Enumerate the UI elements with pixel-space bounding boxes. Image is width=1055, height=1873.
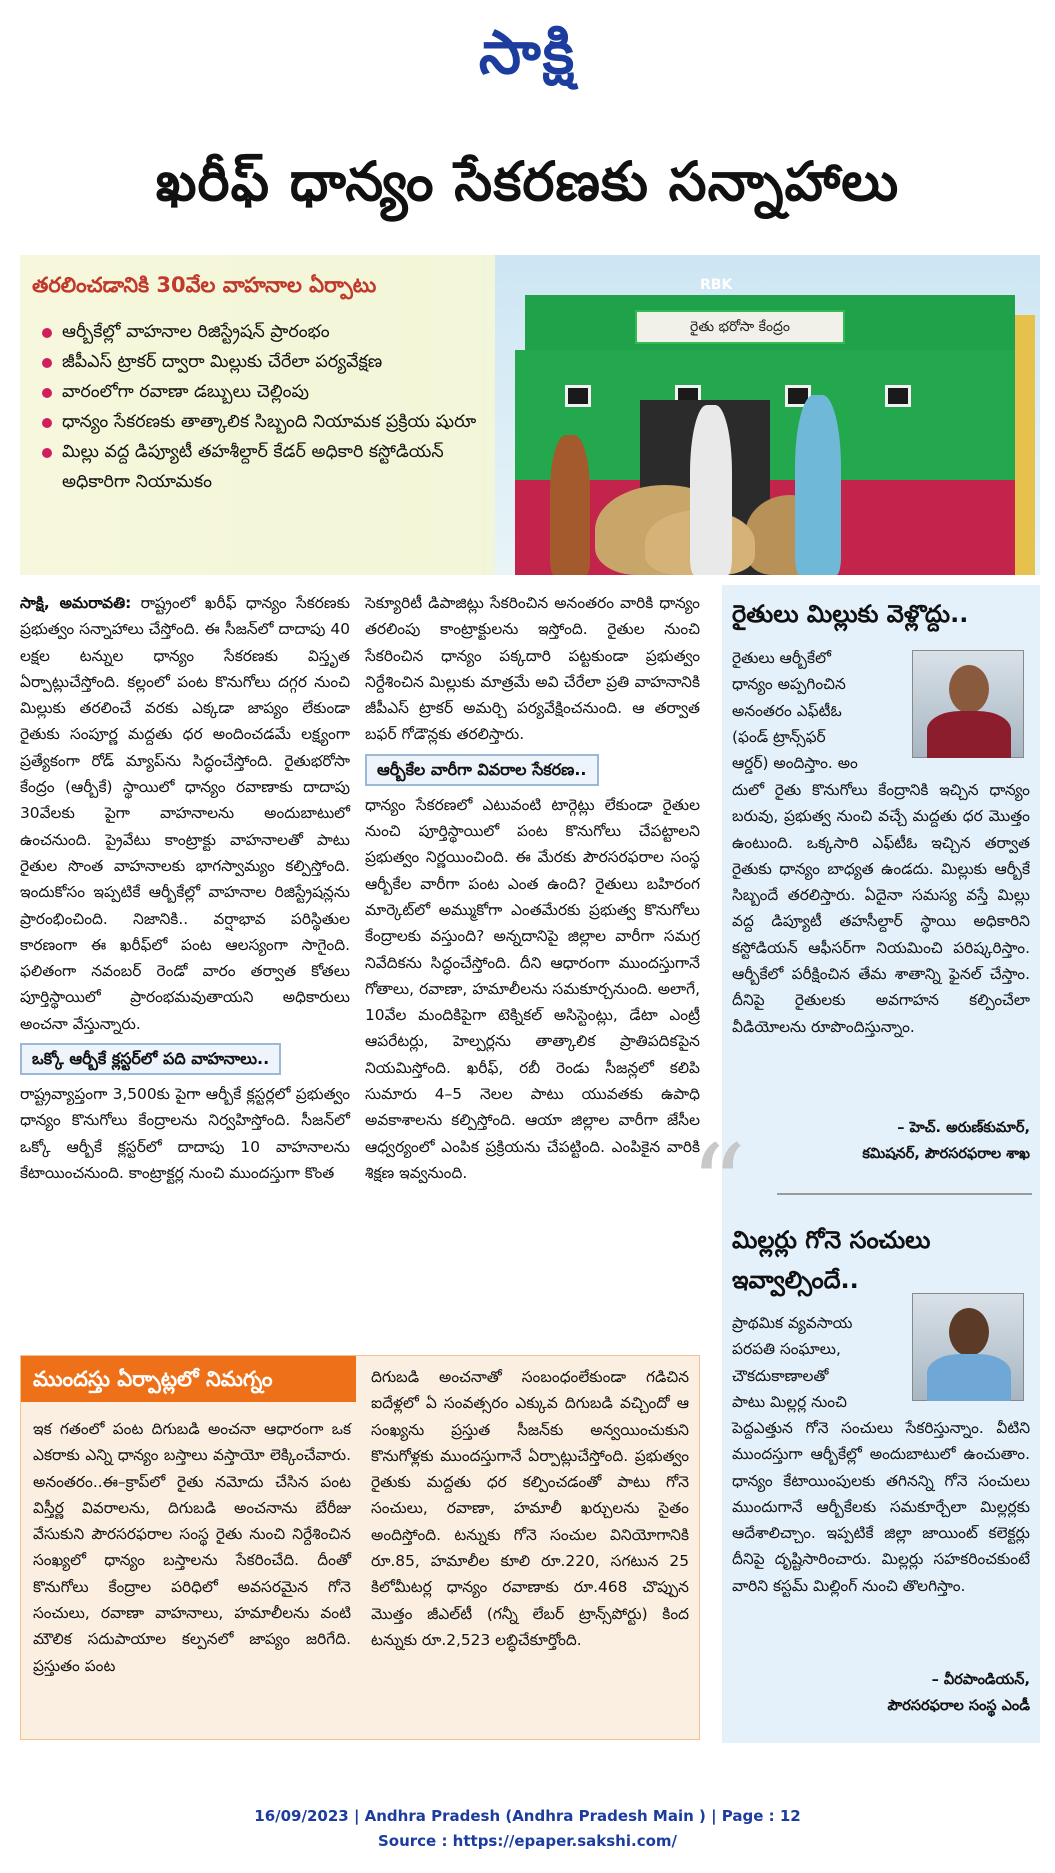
- hero-bullet: మిల్లు వద్ద డిప్యూటీ తహశీల్దార్ కేడర్ అధికారి కస్టోడియన్ అధికారిగా నియామకం: [38, 437, 508, 497]
- subhead-box: ఒక్కో ఆర్బీకే క్లస్టర్‌లో పది వాహనాలు..: [20, 1043, 281, 1075]
- preparations-box: [20, 1355, 700, 1740]
- sidebar-heading: [732, 1220, 931, 1300]
- article-paragraph: రాష్ట్రవ్యాప్తంగా 3,500కు పైగా ఆర్బీకే క్లస్టర్లలో ప్రభుత్వం ధాన్యం కొనుగోలు కేంద్రాలను నిర్వహిస్తోంది. సీజన్‌లో ఒక్కో ఆర్బీకే క్లస్టర్‌లో దాదాపు 10 వాహనాలను కేటాయించనుంది. కాంట్రాక్టర్ల నుంచి ముందస్తుగా కొంత: [20, 1085, 350, 1182]
- official-photo: [912, 1293, 1024, 1401]
- divider: [777, 1193, 1032, 1195]
- sidebar-heading: రైతులు మిల్లుకు వెళ్లొద్దు..: [732, 600, 969, 628]
- quote-line: (ఫండ్ ట్రాన్స్‌ఫర్: [732, 727, 826, 746]
- page-headline: ఖరీఫ్ ధాన్యం సేకరణకు సన్నాహాలు: [155, 150, 900, 213]
- attribution-title: పౌరసరఫరాల సంస్థ ఎండీ: [887, 1698, 1030, 1714]
- quote-text: [732, 1310, 897, 1415]
- sidebar-quotes: [722, 585, 1040, 1743]
- hero-bullet: వారంలోగా రవాణా డబ్బులు చెల్లింపు: [38, 377, 508, 407]
- quote-text: పెద్దఎత్తున గోనె సంచులు సేకరిస్తున్నాం. వీటిని ముందస్తుగా ఆర్బీకేల్లో అందుబాటులో ఉంచుతాం. ధాన్యం కేటాయింపులకు తగినన్ని గోనె సంచులు ముందుగానే ఆర్బీకేలకు సమకూర్చేలా మిల్లర్లకు ఆదేశాలిచ్చాం. ఇప్పటికే జిల్లా జాయింట్ కలెక్టర్లు దీనిపై దృష్టిసారించారు. మిల్లర్లు సహకరించకుంటే వారిని కస్టమ్ మిల్లింగ్ నుంచి తొలగిస్తాం.: [732, 1419, 1030, 1595]
- hero-bullet: ధాన్యం సేకరణకు తాత్కాలిక సిబ్బంది నియామక ప్రక్రియ షురూ: [38, 407, 508, 437]
- rbk-sign-top: RBK: [700, 277, 733, 293]
- attribution-name: – వీరపాండియన్,: [931, 1672, 1030, 1688]
- article-column-2: [365, 590, 700, 1186]
- article-paragraph: సెక్యూరిటీ డిపాజిట్లు సేకరించిన అనంతరం వారికి ధాన్యం తరలింపు కాంట్రాక్టులను ఇస్తోంది. రైతుల నుంచి సేకరించిన ధాన్యం పక్కదారి పట్టకుండా ప్రభుత్వం నిర్దేశించిన మిల్లుకు మాత్రమే అవి చేరేలా ప్రతి వాహనానికి జీపీఎస్ ట్రాకర్ అమర్చి పర్యవేక్షించనుంది. ఆ తర్వాత బఫర్ గోడౌన్లకు తరలిస్తారు.: [365, 594, 700, 744]
- heading-line: మిల్లర్లు గోనె సంచులు: [732, 1226, 931, 1254]
- article-column-1: [20, 590, 350, 1186]
- quote-text: [732, 645, 902, 776]
- article-paragraph: ఇక గతంలో పంట దిగుబడి అంచనా ఆధారంగా ఒక ఎకరాకు ఎన్ని ధాన్యం బస్తాలు వస్తాయో లెక్కించేవారు. అనంతరం..ఈ–క్రాప్‌లో రైతు నమోదు చేసిన పంట విస్తీర్ణ వివరాలను, దిగుబడి అంచనాను బేరీజు వేసుకుని పౌరసరఫరాల సంస్థ రైతు నుంచి నిర్దేశించిన సంఖ్యలో ధాన్యం బస్తాలను సేకరించేది. దీంతో కొనుగోలు కేంద్రాల పరిధిలో అవసరమైన గోనె సంచులు, రవాణా వాహనాలు, హమాలీలను వంటి మౌలిక సదుపాయాల కల్పనలో జాప్యం జరిగేది. ప్రస్తుతం పంట: [33, 1420, 351, 1675]
- official-photo: [912, 650, 1024, 758]
- quote-line: ధాన్యం అప్పగించిన: [732, 675, 846, 694]
- quote-attribution: [732, 1667, 1030, 1719]
- attribution-name: – హెచ్. అరుణ్‌కుమార్,: [897, 1120, 1030, 1136]
- quote-line: చౌకదుకాణాలతో: [732, 1366, 829, 1385]
- hero-bullet-list: [38, 317, 508, 497]
- footer-page-info: 16/09/2023 | Andhra Pradesh (Andhra Pradesh Main ) | Page : 12: [254, 1807, 801, 1825]
- quote-line: పరపతి సంఘాలు,: [732, 1340, 841, 1359]
- subhead-box: ఆర్బీకేల వారీగా వివరాల సేకరణ..: [365, 754, 599, 786]
- heading-line: ఇవ్వాల్సిందే..: [732, 1266, 859, 1294]
- quote-text: దులో రైతు కొనుగోలు కేంద్రానికి ఇచ్చిన ధాన్యం బరువు, ప్రభుత్వ నుంచి వచ్చే మద్దతు ధర మొత్తం ఉంటుంది. ఒక్కసారి ఎఫ్‌టీఓ ఇచ్చిన తర్వాత రైతుకు ధాన్యం బాధ్యత ఉండదు. మిల్లుకు ఆర్బీకే సిబ్బందే తరలిస్తారు. ఏదైనా సమస్య వస్తే మిల్లు వద్ద డిప్యూటీ తహసీల్దార్ స్థాయి అధికారిని కస్టోడియన్ ఆఫీసర్‌గా నియమించి పరిష్కరిస్తాం. ఆర్బీకేలో పరీక్షించిన తేమ శాతాన్ని ఫైనల్ చేస్తాం. దీనిపై రైతులకు అవగాహన కల్పించేలా వీడియోలను రూపొందిస్తున్నాం.: [732, 781, 1030, 1036]
- rbk-building-photo: [495, 255, 1040, 575]
- preparations-heading: ముందస్తు ఏర్పాట్లలో నిమగ్నం: [21, 1356, 356, 1402]
- attribution-title: కమిషనర్, పౌరసరఫరాల శాఖ: [862, 1146, 1030, 1162]
- quote-attribution: [732, 1115, 1030, 1167]
- dateline: సాక్షి, అమరావతి:: [20, 594, 132, 612]
- article-paragraph: దిగుబడి అంచనాతో సంబంధంలేకుండా గడిచిన ఐదేళ్లలో ఏ సంవత్సరం ఎక్కువ దిగుబడి వచ్చిందో ఆ సంఖ్యను ప్రస్తుత సీజన్‌కు అన్వయించుకుని కొనుగోళ్లకు ముందస్తుగానే ఏర్పాట్లుచేస్తోంది. ప్రభుత్వం రైతుకు మద్దతు ధర కల్పించడంతో పాటు గోనె సంచులు, రవాణా, హమాలీ ఖర్చులను సైతం అందిస్తోంది. టన్నుకు గోనె సంచుల వినియోగానికి రూ.85, హమాలీల కూలి రూ.220, సగటున 25 కిలోమీటర్ల ధాన్యం రవాణాకు రూ.468 చొప్పున మొత్తం జీఎల్‌టీ (గన్నీ లేబర్ ట్రాన్స్‌పోర్టు) కింద టన్నుకు రూ.2,523 లబ్ధిచేకూర్తోంది.: [371, 1368, 689, 1649]
- quote-mark-icon: “: [690, 1121, 747, 1249]
- footer-source-link[interactable]: Source : https://epaper.sakshi.com/: [377, 1832, 677, 1850]
- hero-bullet: జీపీఎస్ ట్రాకర్ ద్వారా మిల్లుకు చేరేలా పర్యవేక్షణ: [38, 347, 508, 377]
- hero-bullet: ఆర్బీకేల్లో వాహనాల రిజిస్ట్రేషన్ ప్రారంభం: [38, 317, 508, 347]
- quote-line: పాటు మిల్లర్ల నుంచి: [732, 1392, 847, 1411]
- quote-line: అనంతరం ఎఫ్‌టీఓ: [732, 701, 842, 720]
- quote-line: ప్రాథమిక వ్యవసాయ: [732, 1314, 853, 1332]
- hero-subheading: తరలించడానికి 30వేల వాహనాల ఏర్పాటు: [32, 273, 377, 297]
- quote-line: ఆర్డర్) అందిస్తాం. అం: [732, 754, 858, 773]
- article-paragraph: ధాన్యం సేకరణలో ఎటువంటి టార్గెట్లు లేకుండా రైతుల నుంచి పూర్తిస్థాయిలో పంట కొనుగోలు చేపట్టాలని ప్రభుత్వం నిర్ణయించింది. ఈ మేరకు పౌరసరఫరాల సంస్థ ఆర్బీకేల వారీగా పంట ఎంత ఉంది? రైతులు బహిరంగ మార్కెట్‌లో అమ్ముకోగా ఎంతమేరకు ప్రభుత్వ కొనుగోలు కేంద్రాలకు వస్తుంది? అన్నదానిపై జిల్లాల వారీగా సమగ్ర నివేదికను సిద్ధంచేస్తోంది. దీని ఆధారంగా ముందస్తుగానే గోతాలు, రవాణా, హమాలీలను సమకూర్చనుంది. అలాగే, 10వేల మందికిపైగా టెక్నికల్ అసిస్టెంట్లు, డేటా ఎంట్రీ ఆపరేటర్లు, హెల్పర్లను తాత్కాలిక ప్రాతిపదికపైన నియమిస్తోంది. ఖరీఫ్, రబీ రెండు సీజన్లలో కలిపి సుమారు 4–5 నెలల పాటు యువతకు ఉపాధి అవకాశాలను కల్పిస్తోంది. ఆయా జిల్లాల వారీగా జేసీల ఆధ్వర్యంలో ఎంపిక ప్రక్రియను చేపట్టింది. ఎంపికైన వారికి శిక్షణ ఇవ్వనుంది.: [365, 795, 700, 1182]
- article-paragraph: రాష్ట్రంలో ఖరీఫ్ ధాన్యం సేకరణకు ప్రభుత్వం సన్నాహాలు చేస్తోంది. ఈ సీజన్‌లో దాదాపు 40 లక్షల టన్నుల ధాన్యం సేకరణకు విస్తృత ఏర్పాట్లుచేస్తోంది. కల్లంలో పంట కొనుగోలు దగ్గర నుంచి మిల్లుకు తరలించే వరకు ఎక్కడా జాప్యం లేకుండా రైతుకు సంపూర్ణ మద్దతు ధర అందించడమే లక్ష్యంగా ప్రత్యేకంగా రోడ్ మ్యాప్‌ను సిద్ధంచేస్తోంది. రైతుభరోసా కేంద్రం (ఆర్బీకే) స్థాయిలో ధాన్యం రవాణాకు దాదాపు 30వేలకు పైగా వాహనాలను అందుబాటులో ఉంచనుంది. ప్రైవేటు కాంట్రాక్టు వాహనాలతో పాటు రైతుల సొంత వాహనాలకు భాగస్వామ్యం కల్పిస్తోంది. ఇందుకోసం ఇప్పటికే ఆర్బీకేల్లో వాహనాల రిజిస్ట్రేషన్లను ప్రారంభించింది. నిజానికి.. వర్షాభావ పరిస్థితుల కారణంగా ఈ ఖరీఫ్‌లో పంట ఆలస్యంగా సాగైంది. ఫలితంగా నవంబర్ రెండో వారం తర్వాత కోతలు పూర్తిస్థాయిలో ప్రారంభమవుతాయని అధికారులు అంచనా వేస్తున్నారు.: [20, 594, 351, 1033]
- hero-panel: [20, 255, 1040, 575]
- masthead-logo: సాక్షి: [478, 18, 577, 88]
- quote-line: రైతులు ఆర్బీకేలో: [732, 649, 831, 667]
- rbk-sign: రైతు భరోసా కేంద్రం: [635, 310, 845, 344]
